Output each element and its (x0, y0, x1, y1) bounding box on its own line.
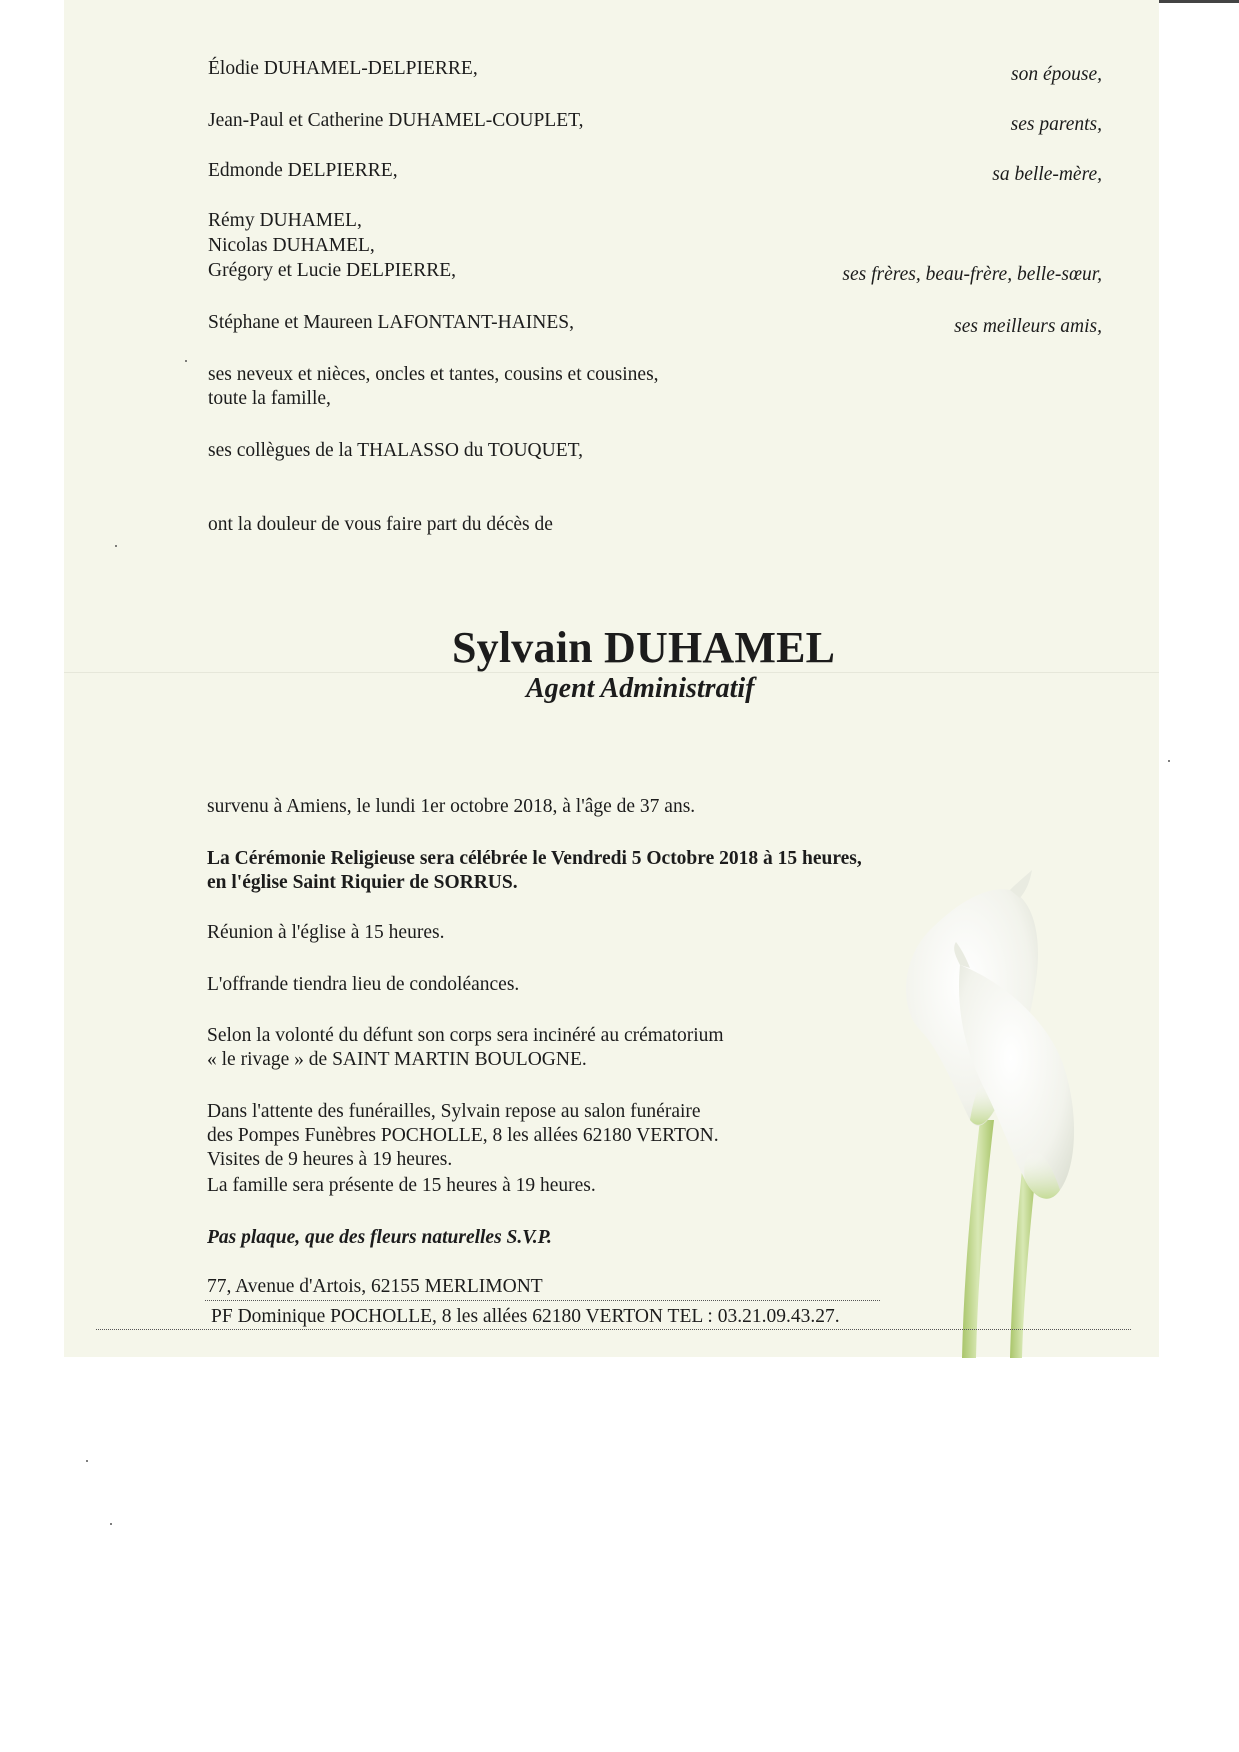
family-all: toute la famille, (208, 388, 331, 409)
family-sibling-2: Nicolas DUHAMEL, (208, 235, 375, 256)
family-spouse: Élodie DUHAMEL-DELPIERRE, (208, 58, 478, 79)
announcement-text: ont la douleur de vous faire part du décès de (208, 514, 553, 535)
scan-speck (86, 1460, 88, 1462)
offering-note: L'offrande tiendra lieu de condoléances. (207, 974, 520, 995)
address-divider (205, 1300, 880, 1301)
flowers-request: Pas plaque, que des fleurs naturelles S.V.P. (207, 1227, 552, 1248)
relation-spouse: son épouse, (1011, 64, 1102, 85)
visits-hours: Visites de 9 heures à 19 heures. (207, 1149, 453, 1170)
rest-line-1: Dans l'attente des funérailles, Sylvain repose au salon funéraire (207, 1101, 701, 1122)
deceased-title: Agent Administratif (526, 673, 755, 704)
family-sibling-3: Grégory et Lucie DELPIERRE, (208, 260, 457, 281)
scan-speck (185, 360, 187, 362)
family-parents: Jean-Paul et Catherine DUHAMEL-COUPLET, (208, 110, 584, 131)
ceremony-date: La Cérémonie Religieuse sera célébrée le Vendredi 5 Octobre 2018 à 15 heures, (207, 848, 862, 869)
address-line: 77, Avenue d'Artois, 62155 MERLIMONT (207, 1276, 543, 1297)
death-details: survenu à Amiens, le lundi 1er octobre 2018, à l'âge de 37 ans. (207, 796, 696, 817)
family-relatives: ses neveux et nièces, oncles et tantes, cousins et cousines, (208, 364, 659, 385)
family-presence: La famille sera présente de 15 heures à 19 heures. (207, 1175, 596, 1196)
rest-line-2: des Pompes Funèbres POCHOLLE, 8 les allées 62180 VERTON. (207, 1125, 719, 1146)
family-friends: Stéphane et Maureen LAFONTANT-HAINES, (208, 312, 574, 333)
family-mother-in-law: Edmonde DELPIERRE, (208, 160, 398, 181)
relation-siblings: ses frères, beau-frère, belle-sœur, (842, 264, 1102, 285)
scan-speck (115, 545, 117, 547)
cremation-line-1: Selon la volonté du défunt son corps sera incinéré au crématorium (207, 1025, 724, 1046)
funeral-home-line: PF Dominique POCHOLLE, 8 les allées 62180 VERTON TEL : 03.21.09.43.27. (211, 1306, 840, 1327)
family-sibling-1: Rémy DUHAMEL, (208, 210, 362, 231)
family-colleagues: ses collègues de la THALASSO du TOUQUET, (208, 440, 583, 461)
deceased-name: Sylvain DUHAMEL (452, 623, 836, 672)
church-meeting: Réunion à l'église à 15 heures. (207, 922, 445, 943)
footer-divider (96, 1329, 1131, 1330)
cremation-line-2: « le rivage » de SAINT MARTIN BOULOGNE. (207, 1049, 587, 1070)
calla-lily-illustration (860, 870, 1100, 1360)
relation-parents: ses parents, (1010, 114, 1102, 135)
scan-speck (110, 1523, 112, 1525)
scan-speck (1168, 760, 1170, 762)
scan-edge-mark (1159, 0, 1239, 3)
relation-mother-in-law: sa belle-mère, (992, 164, 1102, 185)
ceremony-place: en l'église Saint Riquier de SORRUS. (207, 872, 518, 893)
relation-friends: ses meilleurs amis, (954, 316, 1102, 337)
